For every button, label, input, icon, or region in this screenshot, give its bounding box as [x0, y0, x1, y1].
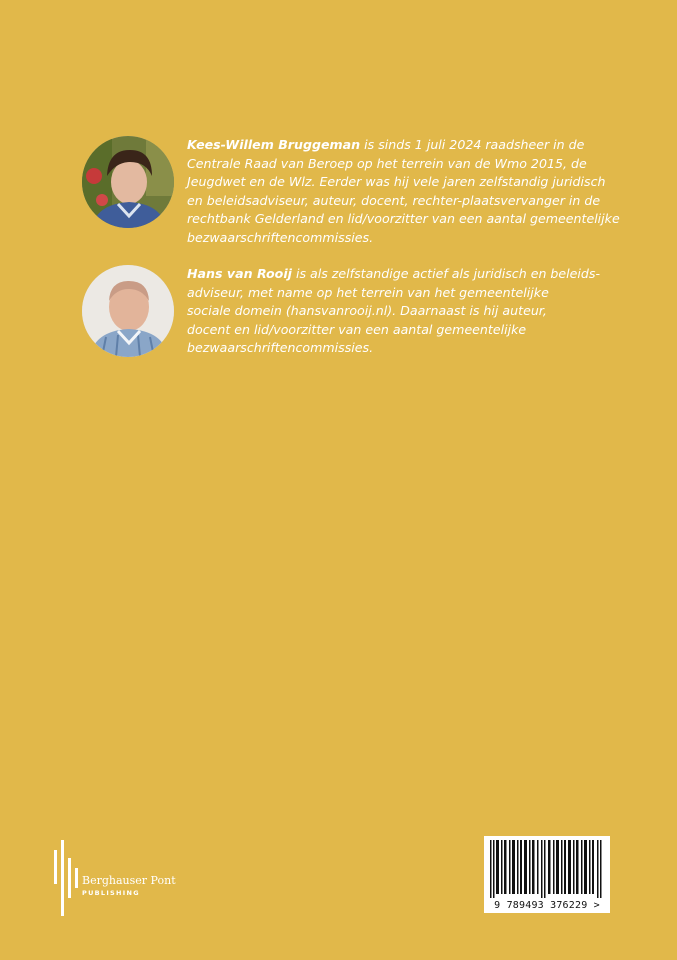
author-bio-van-rooij: [187, 265, 637, 358]
bio-line: Centrale Raad van Beroep op het terrein van de Wmo 2015, de: [187, 155, 587, 171]
author-name: Hans van Rooij: [187, 266, 292, 281]
bio-line: Jeugdwet en de Wlz. Eerder was hij vele jaren zelfstandig juridisch: [187, 174, 606, 190]
portrait-image: [82, 136, 174, 228]
isbn-digits: 9 789493 376229 >: [494, 900, 600, 911]
isbn-barcode: [484, 836, 610, 913]
publisher-name: Berghauser Pont: [82, 874, 176, 887]
bio-line: rechtbank Gelderland en lid/voorzitter van een aantal gemeentelijke: [187, 211, 620, 227]
bio-line: docent en lid/voorzitter van een aantal gemeentelijke: [187, 321, 527, 337]
author-photo-van-rooij: [82, 265, 174, 357]
bio-line: en beleidsadviseur, auteur, docent, rechter-plaatsvervanger in de: [187, 192, 601, 208]
bio-line: is als zelfstandige actief als juridisch en beleids-: [291, 266, 601, 281]
author-name: Kees-Willem Bruggeman: [187, 137, 361, 152]
bio-line: sociale domein (hansvanrooij.nl). Daarnaast is hij auteur,: [187, 303, 547, 319]
bio-line: bezwaarschriftencommissies.: [187, 340, 374, 356]
bio-line: adviseur, met name op het terrein van het gemeentelijke: [187, 284, 549, 300]
author-photo-bruggeman: [82, 136, 174, 228]
publisher-subtitle: PUBLISHING: [82, 889, 140, 897]
bio-line: bezwaarschriftencommissies.: [187, 229, 374, 245]
publisher-logo-icon: [52, 840, 82, 920]
bio-line: is sinds 1 juli 2024 raadsheer in de: [360, 137, 585, 152]
barcode-bars: [484, 836, 610, 898]
author-bio-bruggeman: [187, 136, 637, 248]
portrait-image: [82, 265, 174, 357]
